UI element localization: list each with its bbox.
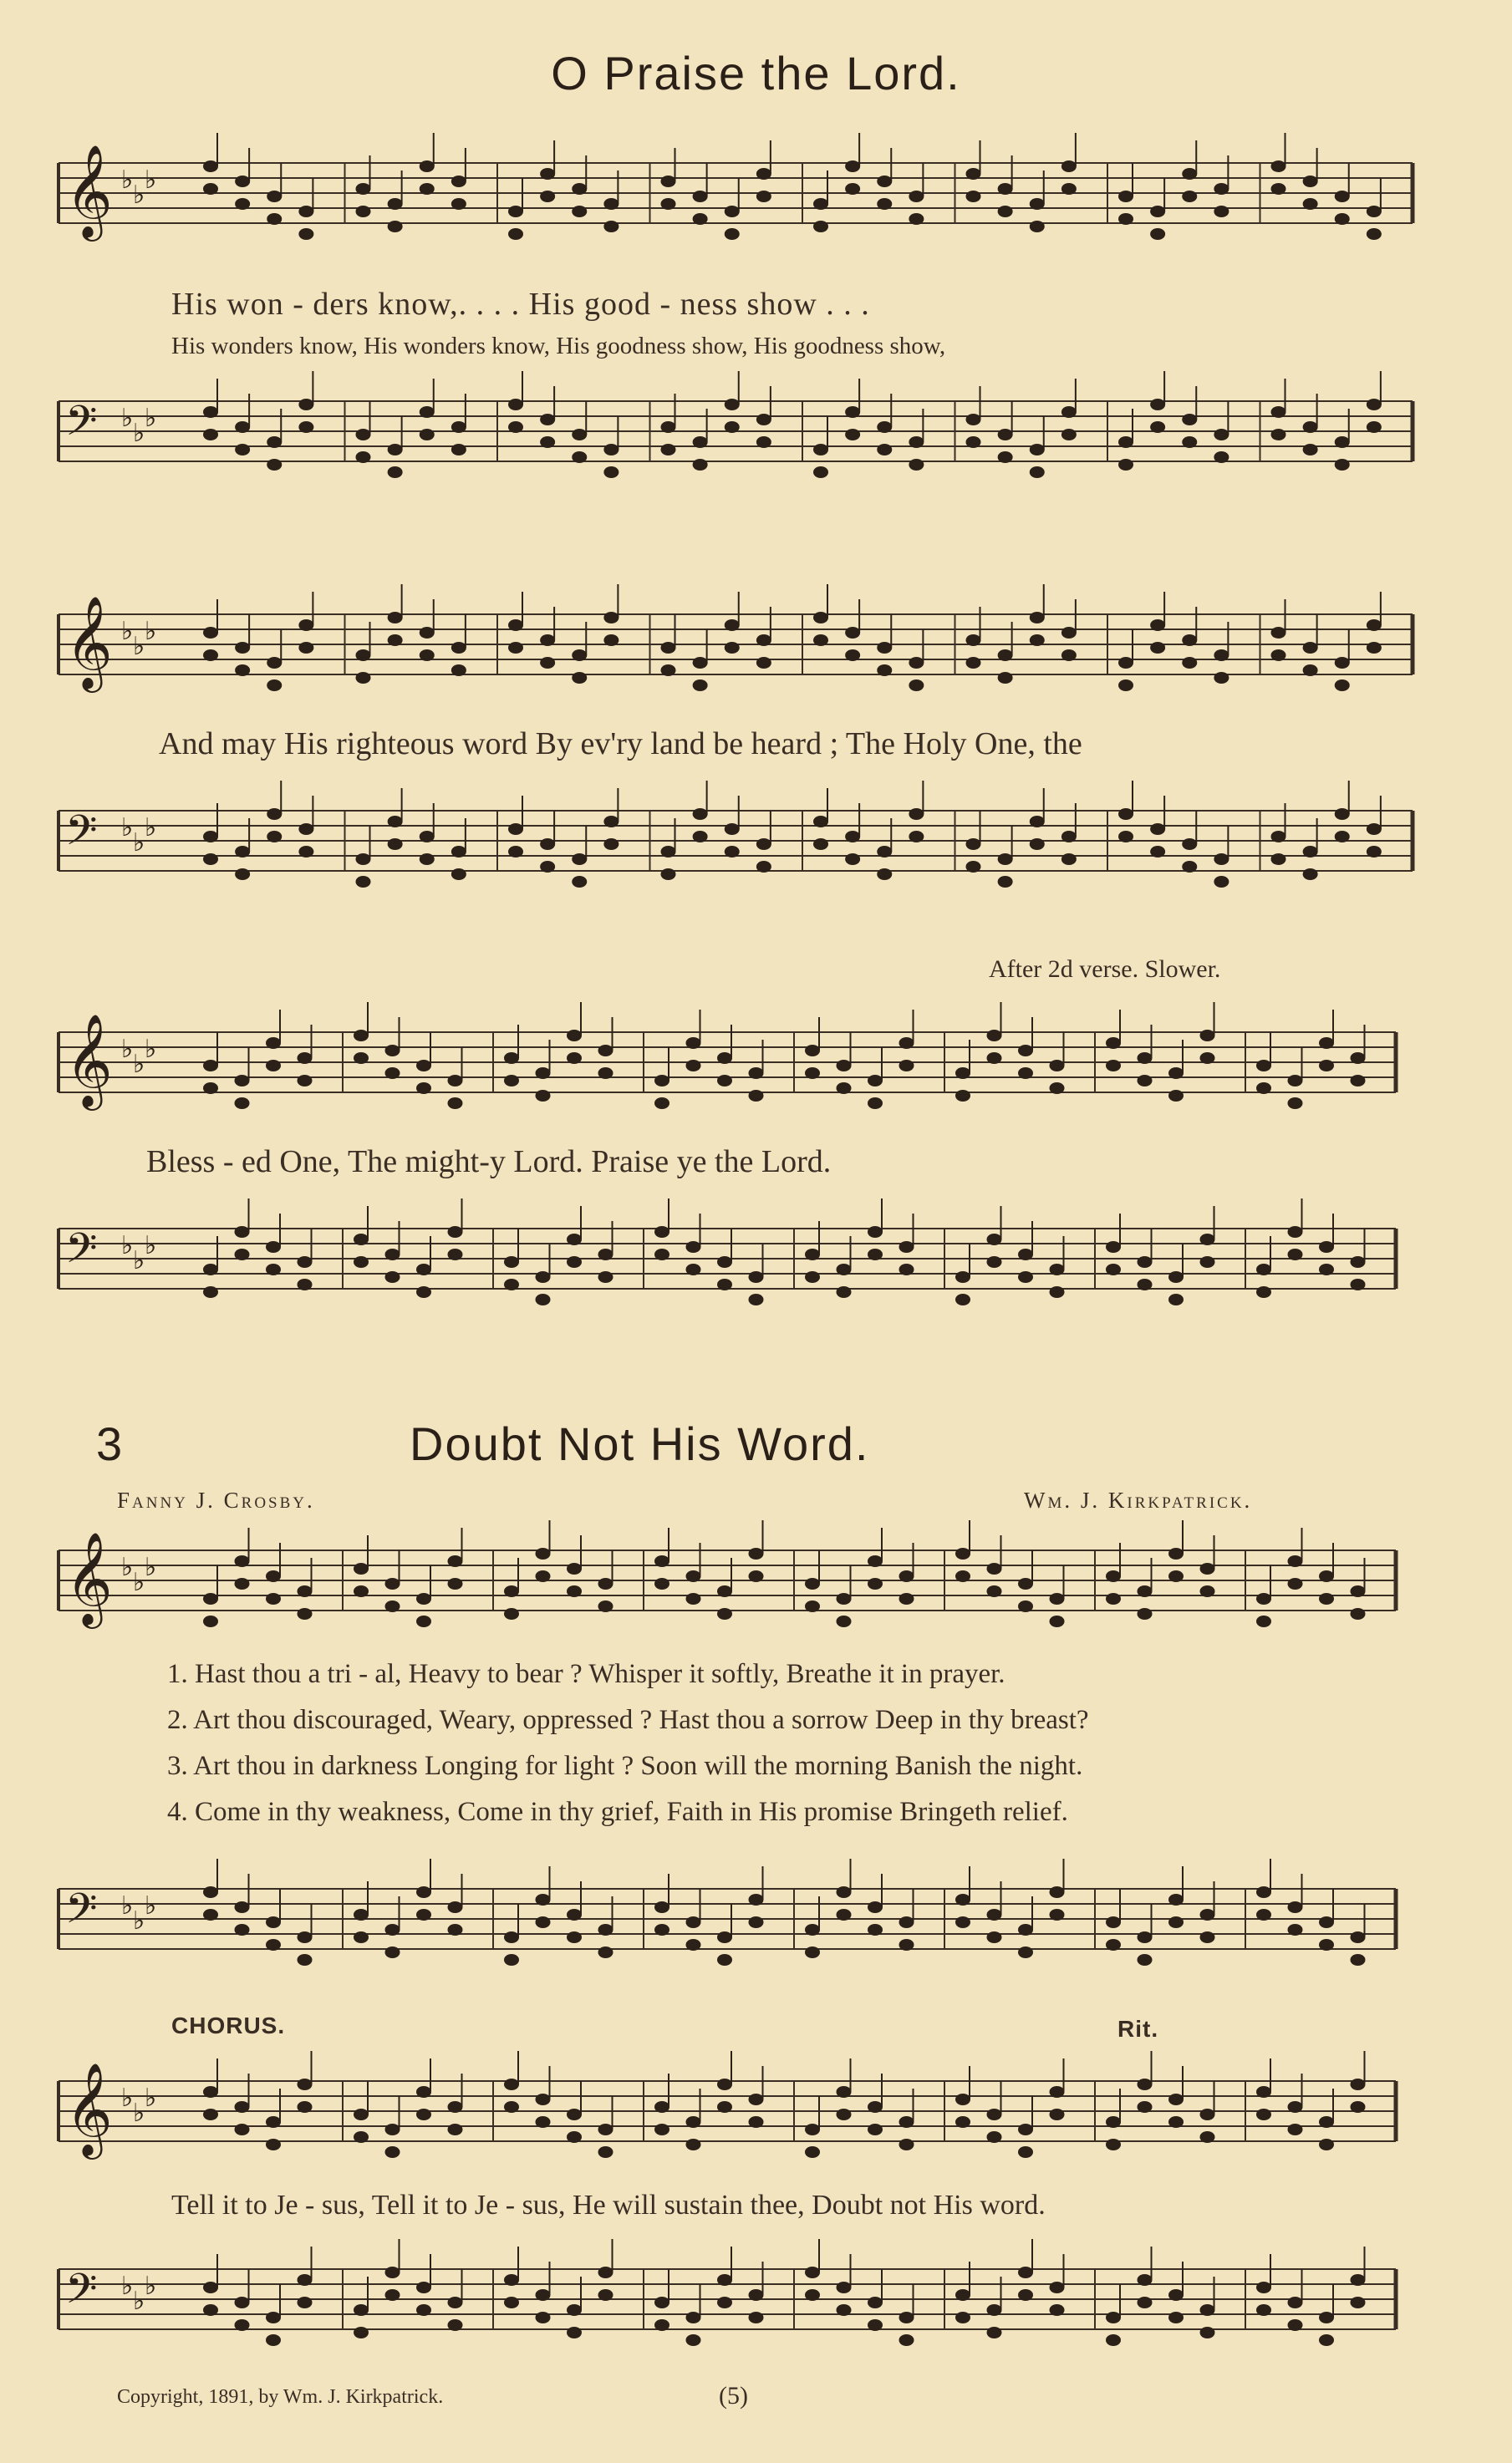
svg-text:𝄞: 𝄞 [65,595,113,689]
treble-staff [42,2062,1404,2165]
svg-text:♭: ♭ [133,181,145,210]
svg-text:♭: ♭ [121,1553,134,1582]
svg-text:♭: ♭ [145,404,157,433]
svg-text:♭: ♭ [121,1035,134,1064]
svg-text:♭: ♭ [133,419,145,448]
verse-1: 1. Hast thou a tri - al, Heavy to bear ? Whisper it softly, Breathe it in prayer. [167,1659,1005,1689]
svg-text:♭: ♭ [133,1050,145,1079]
svg-text:♭: ♭ [145,617,157,646]
svg-text:♭: ♭ [145,1231,157,1260]
svg-text:♭: ♭ [145,2272,157,2301]
svg-text:𝄞: 𝄞 [65,144,113,237]
svg-text:♭: ♭ [121,404,134,433]
composer: Wm. J. Kirkpatrick. [1024,1488,1253,1513]
bass-staff [42,1220,1404,1312]
svg-text:♭: ♭ [145,813,157,842]
svg-text:♭: ♭ [145,2084,157,2113]
treble-staff [42,1531,1404,1634]
svg-text:𝄢: 𝄢 [65,397,98,455]
svg-text:𝄢: 𝄢 [65,1224,98,1283]
svg-text:♭: ♭ [145,1891,157,1921]
svg-text:♭: ♭ [145,1035,157,1064]
svg-text:𝄞: 𝄞 [65,2062,113,2155]
treble-staff [42,144,1421,247]
chorus-lyrics: Tell it to Je - sus, Tell it to Je - sus, He will sustain thee, Doubt not His word. [171,2190,1046,2221]
bass-staff [42,393,1421,485]
svg-text:𝄞: 𝄞 [65,1531,113,1625]
svg-text:♭: ♭ [133,2287,145,2316]
treble-staff [42,1013,1404,1116]
tempo-note: After 2d verse. Slower. [989,955,1221,983]
bass-staff [42,802,1421,894]
rit-label: Rit. [1117,2016,1159,2042]
svg-text:♭: ♭ [121,1231,134,1260]
lyrics-line: Bless - ed One, The might-y Lord. Praise ye the Lord. [146,1144,832,1179]
lyrics-line: His wonders know, His wonders know, His goodness show, His goodness show, [171,333,946,359]
svg-text:♭: ♭ [133,1568,145,1597]
chorus-label: CHORUS. [171,2013,286,2038]
svg-text:𝄢: 𝄢 [65,807,98,865]
svg-text:♭: ♭ [145,165,157,195]
svg-text:♭: ♭ [145,1553,157,1582]
svg-text:𝄞: 𝄞 [65,1013,113,1107]
svg-text:♭: ♭ [121,2272,134,2301]
lyricist: Fanny J. Crosby. [117,1488,315,1513]
svg-text:♭: ♭ [133,828,145,857]
verse-2: 2. Art thou discouraged, Weary, oppressed ? Hast thou a sorrow Deep in thy breast? [167,1705,1089,1735]
lyrics-line: And may His righteous word By ev'ry land be heard ; The Holy One, the [159,726,1082,761]
lyrics-line: His won - ders know,. . . . His good - ness show . . . [171,287,870,322]
svg-text:♭: ♭ [133,632,145,661]
verse-4: 4. Come in thy weakness, Come in thy grief, Faith in His promise Bringeth relief. [167,1797,1068,1827]
bass-staff [42,1880,1404,1972]
page-number: (5) [719,2382,748,2410]
treble-staff [42,595,1421,698]
svg-text:♭: ♭ [121,617,134,646]
copyright: Copyright, 1891, by Wm. J. Kirkpatrick. [117,2386,444,2408]
svg-text:♭: ♭ [133,1246,145,1275]
svg-text:♭: ♭ [121,165,134,195]
bass-staff [42,2261,1404,2353]
svg-text:♭: ♭ [121,2084,134,2113]
svg-text:♭: ♭ [121,1891,134,1921]
hymn2-title: Doubt Not His Word. [410,1417,870,1470]
svg-text:𝄢: 𝄢 [65,2265,98,2323]
svg-text:♭: ♭ [133,2099,145,2128]
hymn1-title: O Praise the Lord. [551,47,961,99]
svg-text:𝄢: 𝄢 [65,1885,98,1943]
verse-3: 3. Art thou in darkness Longing for light ? Soon will the morning Banish the night. [167,1751,1083,1781]
svg-text:♭: ♭ [133,1906,145,1936]
svg-text:♭: ♭ [121,813,134,842]
hymn-number: 3 [96,1417,125,1470]
